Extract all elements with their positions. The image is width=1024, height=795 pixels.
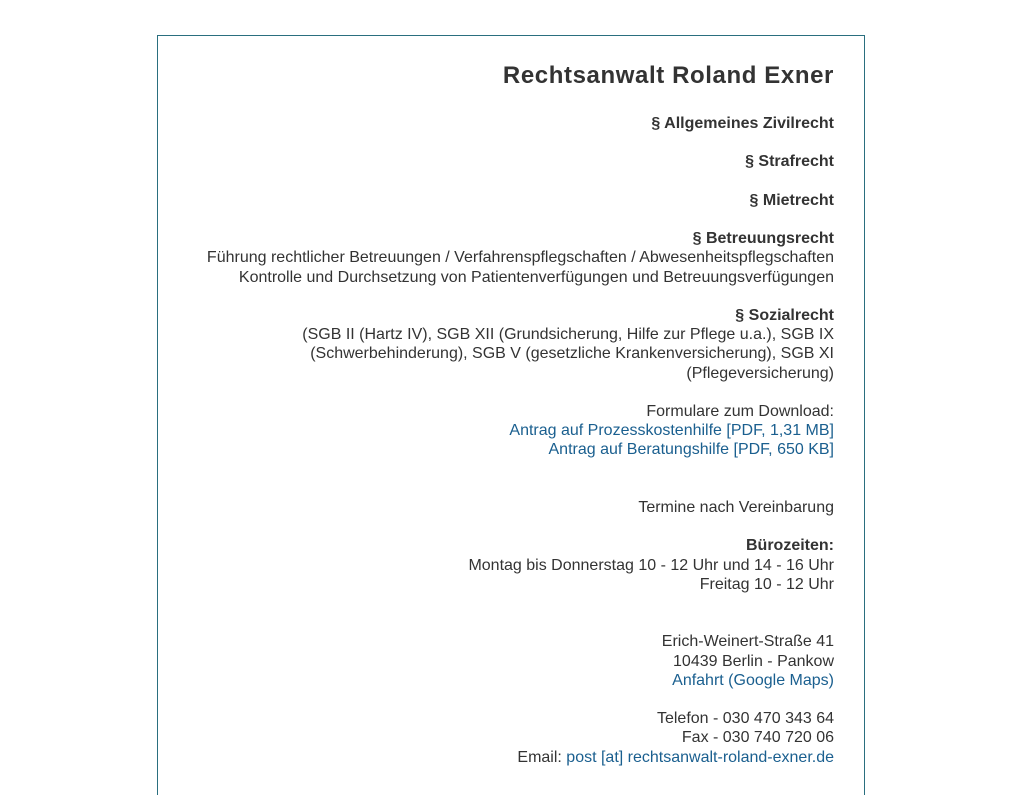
area-sozialrecht-heading: § Sozialrecht <box>735 306 834 324</box>
sozialrecht-line: (Schwerbehinderung), SGB V (gesetzliche Krankenversicherung), SGB XI <box>310 345 834 363</box>
main-content <box>174 36 834 767</box>
google-maps-link[interactable]: Anfahrt (Google Maps) <box>672 671 834 689</box>
contact-email-row <box>174 748 834 767</box>
area-betreuungsrecht-heading: § Betreuungsrecht <box>692 230 834 248</box>
download-prozesskostenhilfe-link[interactable]: Antrag auf Prozesskostenhilfe [PDF, 1,31 MB] <box>509 422 834 440</box>
area-mietrecht: § Mietrecht <box>749 191 834 209</box>
area-strafrecht: § Strafrecht <box>745 153 834 171</box>
page-title: Rechtsanwalt Roland Exner <box>502 62 834 89</box>
address-street: Erich-Weinert-Straße 41 <box>661 633 834 651</box>
betreuungsrecht-line: Führung rechtlicher Betreuungen / Verfahrenspflegschaften / Abwesenheitspflegschaften <box>206 249 834 267</box>
appointments-text: Termine nach Vereinbarung <box>638 498 834 516</box>
address-city: 10439 Berlin - Pankow <box>673 652 834 670</box>
office-hours-line: Freitag 10 - 12 Uhr <box>699 575 834 593</box>
sozialrecht-line: (SGB II (Hartz IV), SGB XII (Grundsicherung, Hilfe zur Pflege u.a.), SGB IX <box>302 326 834 344</box>
contact-email-label: Email: <box>517 748 567 766</box>
office-hours-line: Montag bis Donnerstag 10 - 12 Uhr und 14 - 16 Uhr <box>468 556 834 574</box>
sozialrecht-line: (Pflegeversicherung) <box>686 364 834 382</box>
betreuungsrecht-line: Kontrolle und Durchsetzung von Patientenverfügungen und Betreuungsverfügungen <box>238 268 834 286</box>
download-beratungshilfe-link[interactable]: Antrag auf Beratungshilfe [PDF, 650 KB] <box>548 441 834 459</box>
office-hours-heading: Bürozeiten: <box>746 537 834 555</box>
email-link[interactable]: post [at] rechtsanwalt-roland-exner.de <box>566 748 834 766</box>
downloads-heading: Formulare zum Download: <box>646 402 834 420</box>
contact-phone: Telefon - 030 470 343 64 <box>656 710 834 728</box>
area-zivilrecht: § Allgemeines Zivilrecht <box>651 115 834 132</box>
content-card <box>157 35 865 795</box>
contact-fax: Fax - 030 740 720 06 <box>681 729 834 747</box>
